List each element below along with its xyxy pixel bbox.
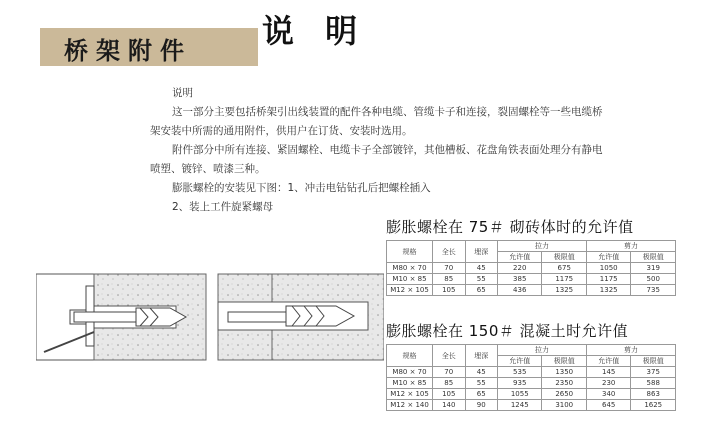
table-row xyxy=(387,389,676,400)
header-tension: 拉力 xyxy=(498,345,587,356)
paragraph-1-line-1: 这一部分主要包括桥架引出线装置的配件各种电缆、管缆卡子和连接，裂固螺栓等一些电缆桥 xyxy=(172,106,603,118)
table1-brick-values xyxy=(386,240,676,296)
header-allow: 允许值 xyxy=(498,356,542,367)
description-text xyxy=(150,84,670,217)
table1-title: 膨胀螺栓在 75＃ 砌砖体时的允许值 xyxy=(386,218,634,236)
paragraph-2-line-1: 附件部分中所有连接、紧固螺栓、电缆卡子全部镀锌，其他槽板、花盘角铁表面处理分有静电 xyxy=(172,144,603,156)
cell: 2350 xyxy=(542,378,586,389)
header-allow: 允许值 xyxy=(586,356,630,367)
paragraph-3-line-2: 2、装上工件旋紧螺母 xyxy=(172,201,274,213)
cell: 1245 xyxy=(498,400,542,411)
cell: 1050 xyxy=(586,263,630,274)
header-spec: 规格 xyxy=(387,345,433,367)
cell: 340 xyxy=(586,389,630,400)
cell: 1325 xyxy=(586,285,630,296)
cell: 863 xyxy=(631,389,676,400)
header-depth: 埋深 xyxy=(465,345,498,367)
cell: M80 × 70 xyxy=(387,263,433,274)
header-spec: 规格 xyxy=(387,241,433,263)
cell: 70 xyxy=(433,263,466,274)
header-limit: 极限值 xyxy=(631,356,676,367)
cell: 55 xyxy=(465,274,498,285)
cell: 70 xyxy=(433,367,466,378)
cell: 3100 xyxy=(542,400,586,411)
cell: 55 xyxy=(465,378,498,389)
cell: 588 xyxy=(631,378,676,389)
cell: 1625 xyxy=(631,400,676,411)
table-row xyxy=(387,274,676,285)
header-allow: 允许值 xyxy=(498,252,542,263)
cell: 1325 xyxy=(542,285,586,296)
drawing-step-2 xyxy=(218,274,384,360)
cell: 85 xyxy=(433,274,466,285)
header-tension: 拉力 xyxy=(498,241,587,252)
cell: 90 xyxy=(465,400,498,411)
table-row xyxy=(387,263,676,274)
cell: 220 xyxy=(498,263,542,274)
cell: 230 xyxy=(586,378,630,389)
cell: 65 xyxy=(465,389,498,400)
cell: M12 × 105 xyxy=(387,389,433,400)
cell: 1055 xyxy=(498,389,542,400)
description-heading: 说明 xyxy=(172,87,193,99)
bolt-installation-drawing xyxy=(36,272,384,362)
cell: 735 xyxy=(631,285,676,296)
cell: 1175 xyxy=(542,274,586,285)
banner-title: 桥架附件 xyxy=(64,37,192,65)
cell: 375 xyxy=(631,367,676,378)
cell: 500 xyxy=(631,274,676,285)
paragraph-3-line-1: 膨胀螺栓的安装见下图：1、冲击电钻钻孔后把螺栓插入 xyxy=(172,182,431,194)
header-limit: 极限值 xyxy=(631,252,676,263)
cell: 436 xyxy=(498,285,542,296)
cell: 65 xyxy=(465,285,498,296)
paragraph-1-line-2: 架安装中所需的通用附件，供用户在订货、安装时选用。 xyxy=(150,125,413,137)
page-title: 说 明 xyxy=(262,12,368,50)
cell: 145 xyxy=(586,367,630,378)
table-row xyxy=(387,400,676,411)
cell: 85 xyxy=(433,378,466,389)
header-shear: 剪力 xyxy=(586,345,675,356)
cell: 535 xyxy=(498,367,542,378)
header-depth: 埋深 xyxy=(465,241,498,263)
cell: 935 xyxy=(498,378,542,389)
table-row xyxy=(387,285,676,296)
cell: 105 xyxy=(433,389,466,400)
cell: 385 xyxy=(498,274,542,285)
cell: 1175 xyxy=(586,274,630,285)
header-length: 全长 xyxy=(433,345,466,367)
cell: 45 xyxy=(465,263,498,274)
cell: 1350 xyxy=(542,367,586,378)
cell: 45 xyxy=(465,367,498,378)
cell: M10 × 85 xyxy=(387,274,433,285)
cell: 319 xyxy=(631,263,676,274)
table-row xyxy=(387,378,676,389)
cell: M12 × 140 xyxy=(387,400,433,411)
header-length: 全长 xyxy=(433,241,466,263)
cell: M10 × 85 xyxy=(387,378,433,389)
paragraph-2-line-2: 喷塑、镀锌、喷漆三种。 xyxy=(150,163,266,175)
table-row xyxy=(387,367,676,378)
cell: 2650 xyxy=(542,389,586,400)
header-shear: 剪力 xyxy=(586,241,675,252)
cell: 105 xyxy=(433,285,466,296)
cell: M12 × 105 xyxy=(387,285,433,296)
cell: 675 xyxy=(542,263,586,274)
cell: 140 xyxy=(433,400,466,411)
table2-title: 膨胀螺栓在 150＃ 混凝土时允许值 xyxy=(386,322,629,340)
header-limit: 极限值 xyxy=(542,356,586,367)
drawing-step-1 xyxy=(36,274,206,360)
header-limit: 极限值 xyxy=(542,252,586,263)
cell: 645 xyxy=(586,400,630,411)
cell: M80 × 70 xyxy=(387,367,433,378)
header-allow: 允许值 xyxy=(586,252,630,263)
table2-concrete-values xyxy=(386,344,676,411)
